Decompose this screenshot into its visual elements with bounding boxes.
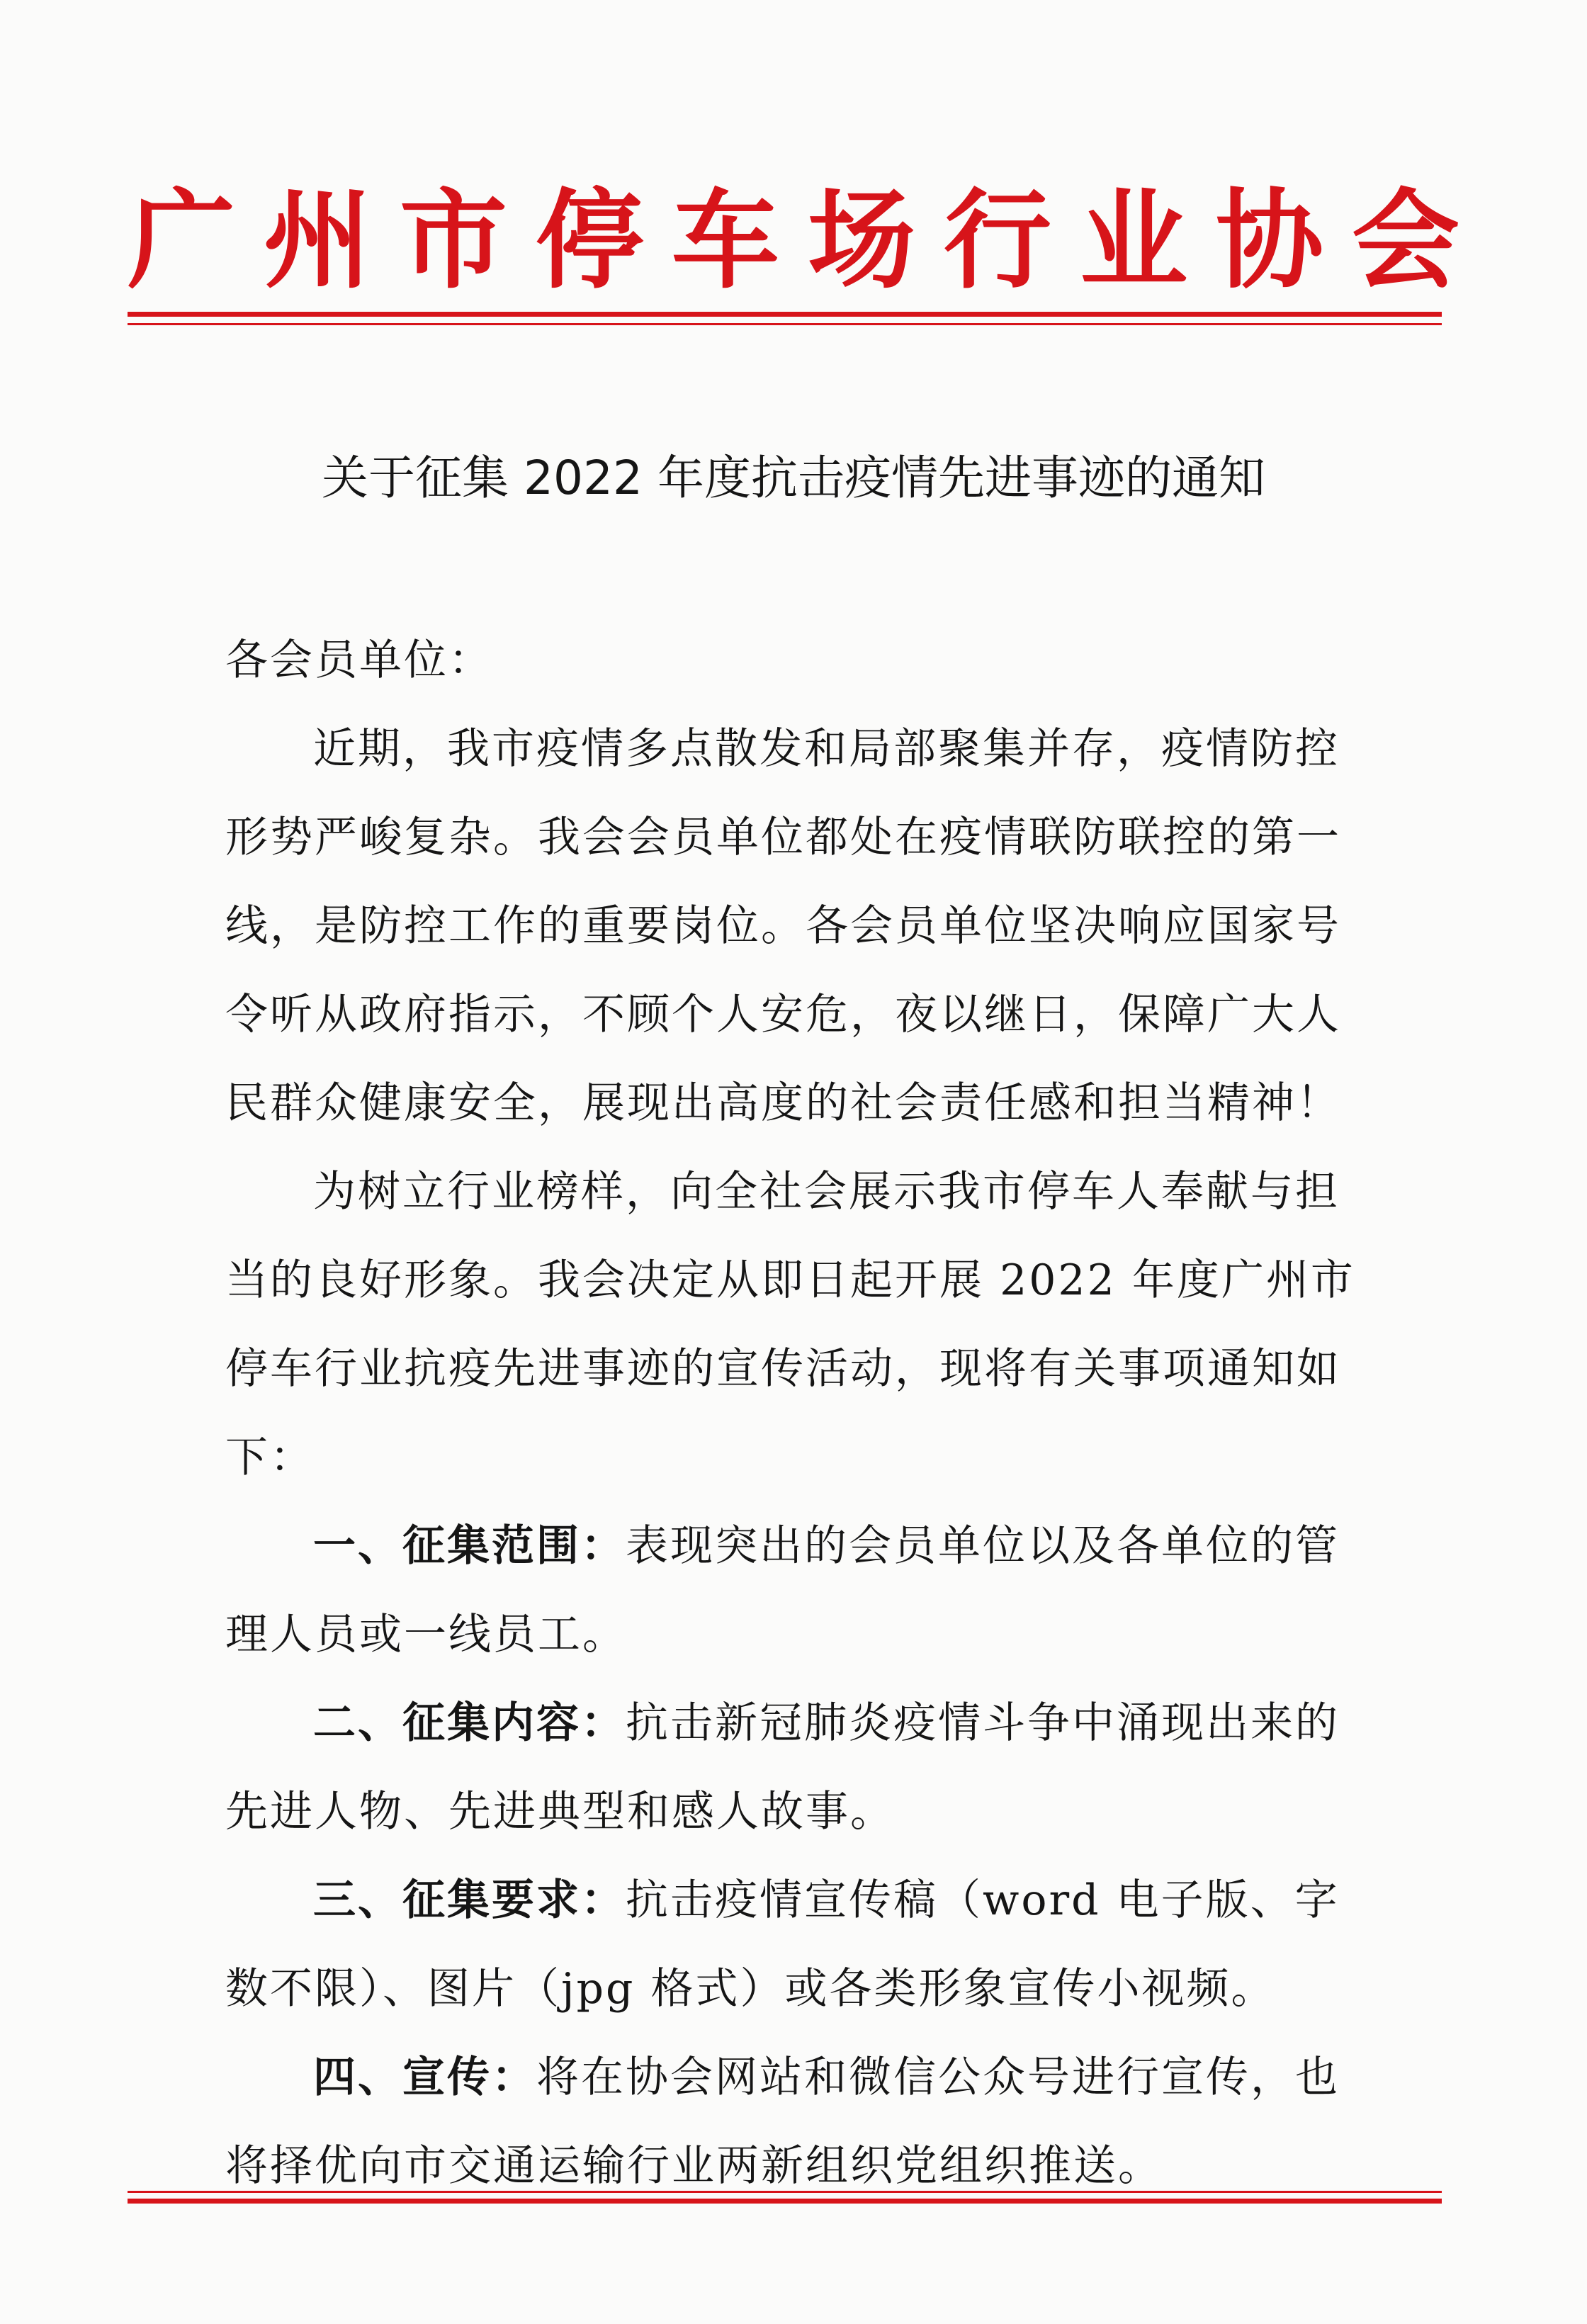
footer-rule-thin (128, 2191, 1442, 2193)
notice-item-requirements (225, 1856, 1359, 2034)
notice-item-text: 表现突出的会员单位以及各单位的管理人员或一线员工。 (225, 1521, 1340, 1659)
notice-item-lead: 三、征集要求： (313, 1875, 626, 1925)
document-body (225, 616, 1359, 2211)
notice-item-lead: 二、征集内容： (313, 1698, 626, 1748)
notice-item-lead: 四、宣传： (313, 2053, 536, 2102)
notice-item-text: 抗击疫情宣传稿（word 电子版、字数不限）、图片（jpg 格式）或各类形象宣传小视频。 (225, 1875, 1340, 2014)
letterhead-rule-thick (128, 312, 1442, 317)
notice-item-text: 将在协会网站和微信公众号进行宣传，也将择优向市交通运输行业两新组织党组织推送。 (225, 2053, 1340, 2191)
footer-rule-thick (128, 2199, 1442, 2204)
notice-item-content (225, 1679, 1359, 1856)
notice-item-publicity (225, 2034, 1359, 2211)
notice-item-lead: 一、征集范围： (313, 1521, 626, 1571)
salutation: 各会员单位： (225, 636, 493, 685)
notice-item-text: 抗击新冠肺炎疫情斗争中涌现出来的先进人物、先进典型和感人故事。 (225, 1698, 1340, 1837)
letterhead-rule-thin (128, 323, 1442, 325)
document-title: 关于征集 2022 年度抗击疫情先进事迹的通知 (322, 451, 1265, 505)
body-paragraph-1: 近期，我市疫情多点散发和局部聚集并存，疫情防控形势严峻复杂。我会会员单位都处在疫情联防联控的第一线，是防控工作的重要岗位。各会员单位坚决响应国家号令听从政府指示，不顾个人安危，夜以继日，保障广大人民群众健康安全，展现出高度的社会责任感和担当精神！ (225, 724, 1341, 1128)
notice-item-scope (225, 1502, 1359, 1679)
body-paragraph-2: 为树立行业榜样，向全社会展示我市停车人奉献与担当的良好形象。我会决定从即日起开展 2022 年度广州市停车行业抗疫先进事迹的宣传活动，现将有关事项通知如下： (225, 1167, 1355, 1482)
letterhead-org-name: 广州市停车场行业协会 (128, 178, 1488, 303)
